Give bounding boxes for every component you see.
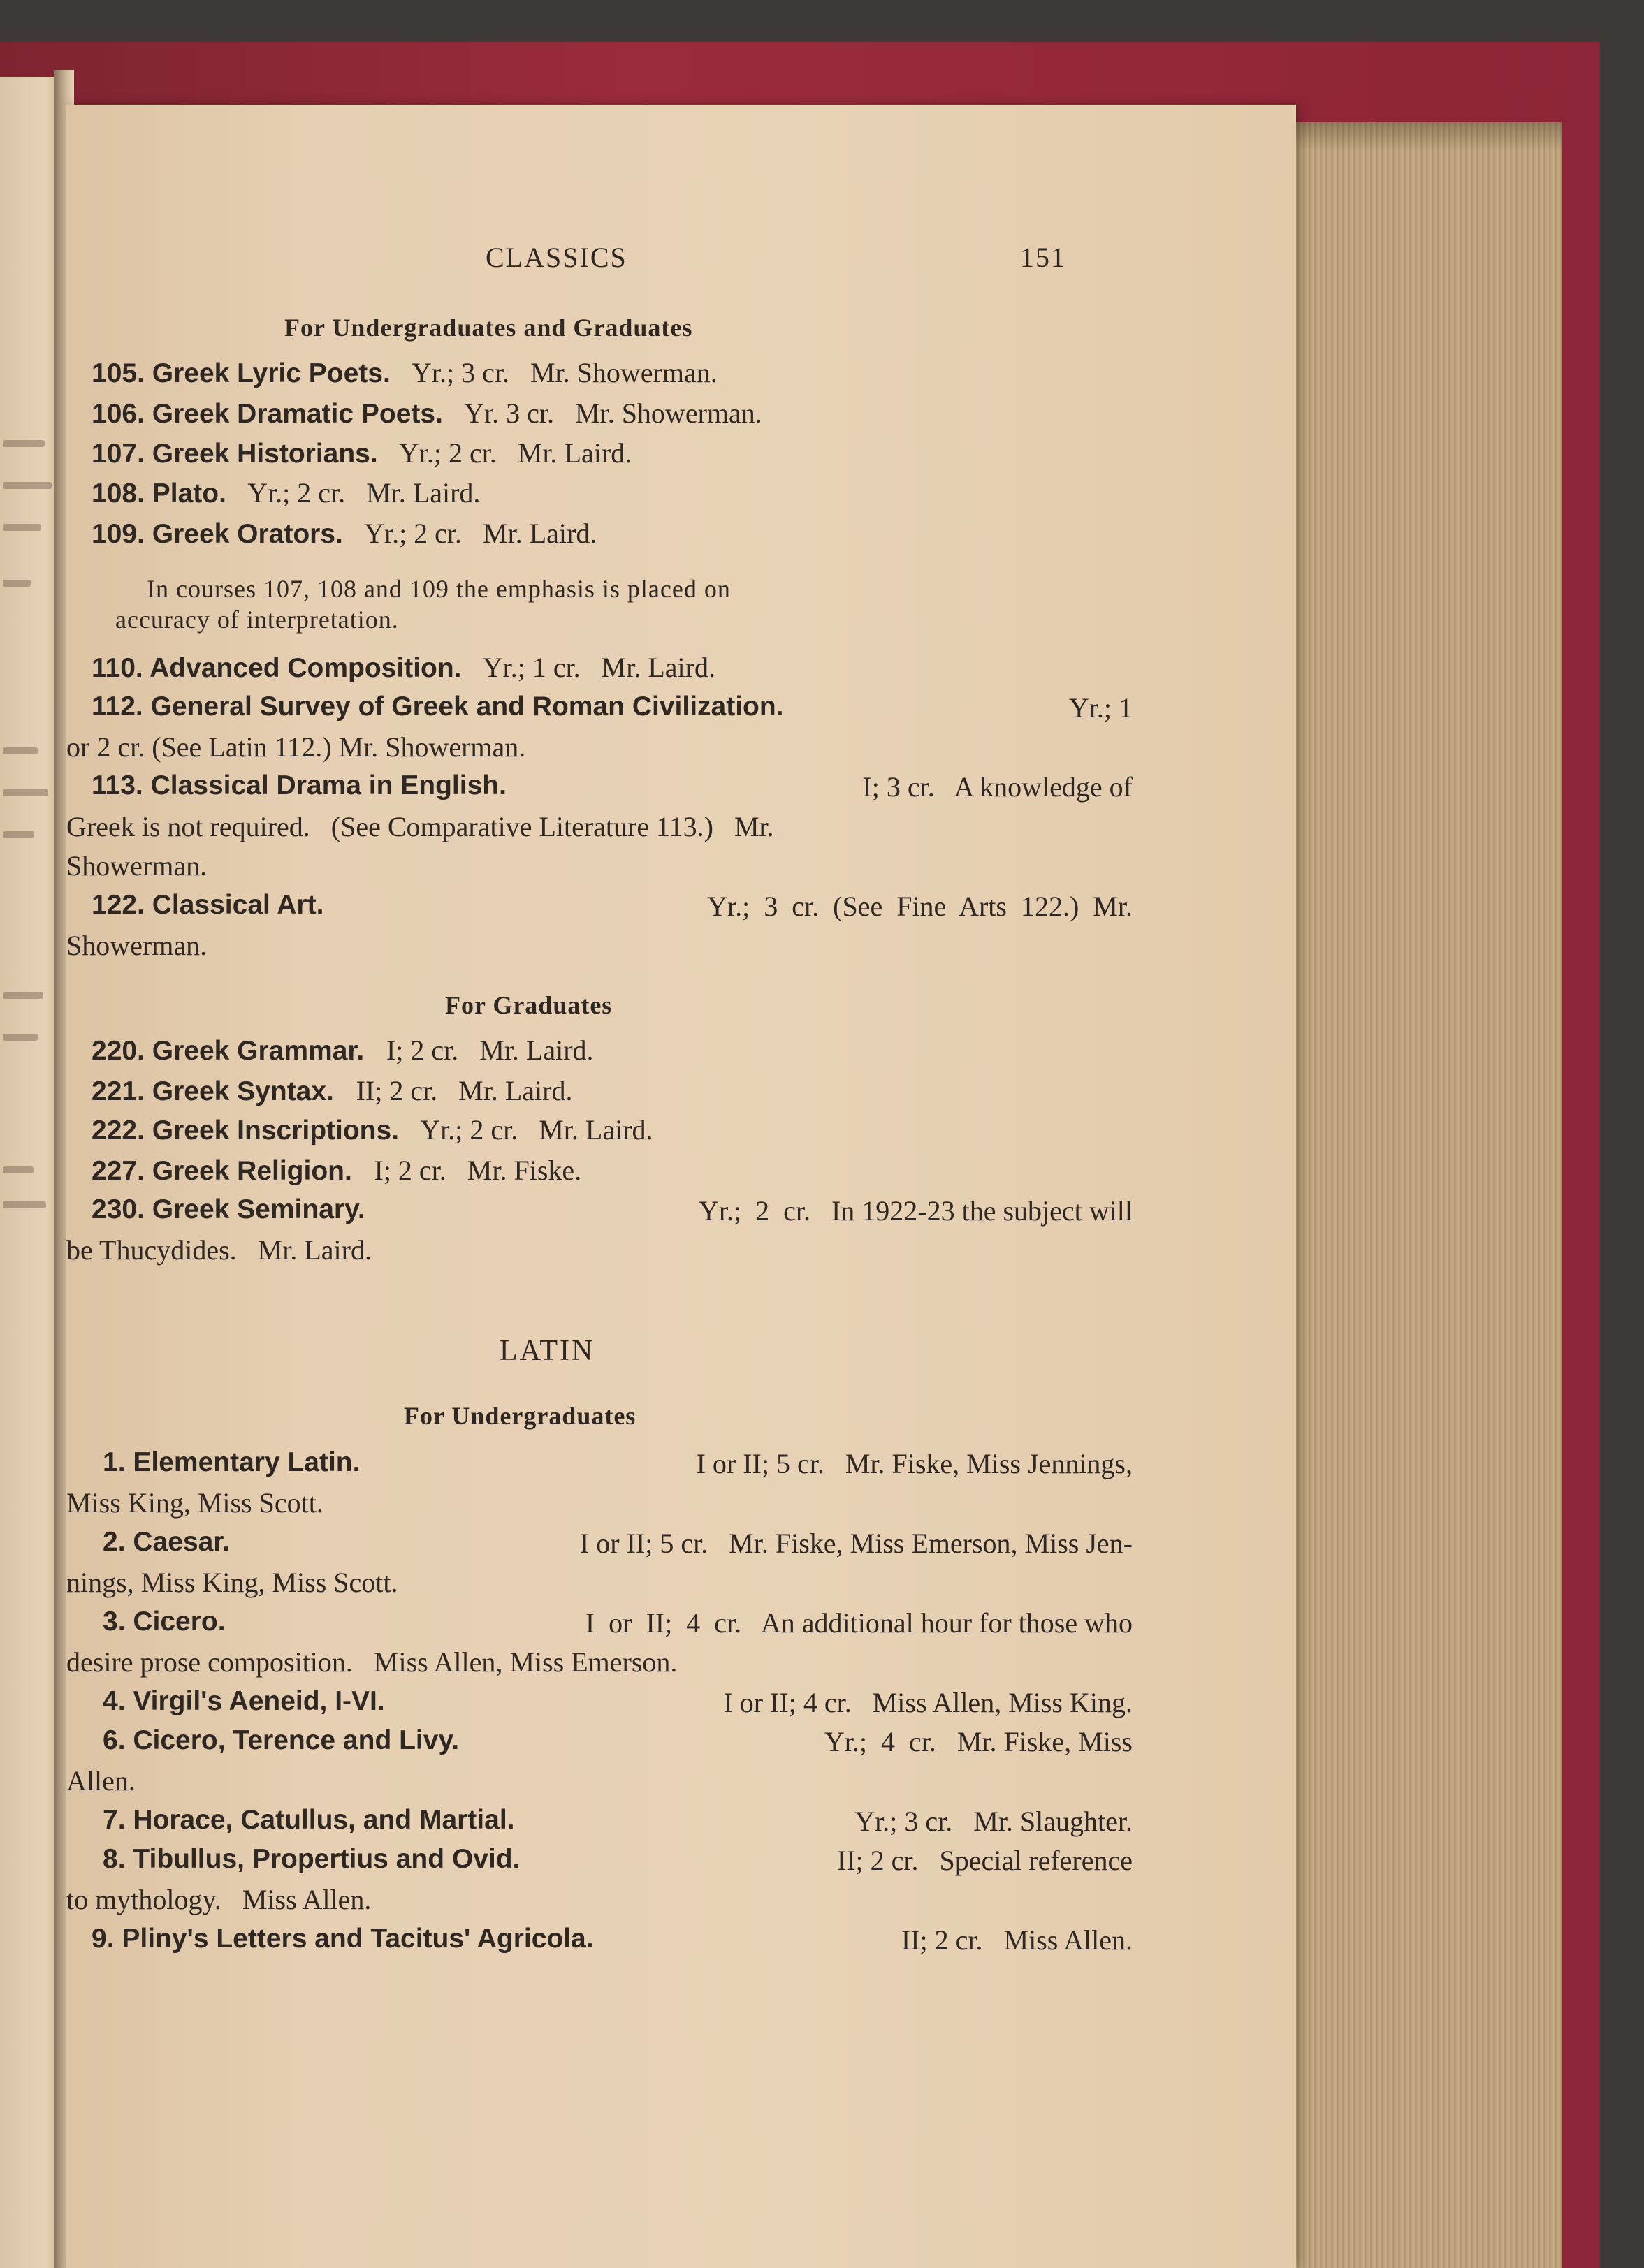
course-latin-2-continued: nings, Miss King, Miss Scott. bbox=[66, 1567, 398, 1598]
course-122-continued: Showerman. bbox=[66, 930, 208, 961]
course-latin-6 bbox=[103, 1725, 1133, 1758]
course-title: 9. Pliny's Letters and Tacitus' Agricola. bbox=[92, 1924, 594, 1954]
course-details: I; 2 cr. Mr. Fiske. bbox=[374, 1155, 582, 1186]
section-heading-undergrad-grad: For Undergraduates and Graduates bbox=[284, 314, 693, 342]
facing-page-text-fragment bbox=[3, 789, 48, 796]
course-220 bbox=[92, 1034, 594, 1067]
course-title: 112. General Survey of Greek and Roman Civilization. bbox=[92, 692, 784, 722]
course-latin-8 bbox=[103, 1844, 1133, 1877]
course-title: 106. Greek Dramatic Poets. bbox=[92, 399, 458, 429]
facing-page-text-fragment bbox=[3, 482, 52, 489]
course-title: 107. Greek Historians. bbox=[92, 439, 393, 469]
course-latin-3-continued: desire prose composition. Miss Allen, Miss Emerson. bbox=[66, 1646, 678, 1678]
course-latin-7 bbox=[103, 1805, 1133, 1838]
course-105 bbox=[92, 356, 718, 389]
course-details: I; 3 cr. A knowledge of bbox=[862, 771, 1133, 803]
latin-heading: LATIN bbox=[500, 1335, 595, 1367]
course-latin-1 bbox=[103, 1447, 1133, 1480]
course-title: 110. Advanced Composition. bbox=[92, 653, 477, 683]
course-106 bbox=[92, 397, 762, 430]
course-title: 220. Greek Grammar. bbox=[92, 1036, 379, 1066]
course-title: 6. Cicero, Terence and Livy. bbox=[103, 1725, 460, 1755]
course-details: Yr.; 2 cr. In 1922-23 the subject will bbox=[698, 1195, 1133, 1227]
facing-page-text-fragment bbox=[3, 992, 43, 999]
course-230 bbox=[92, 1194, 1133, 1227]
course-title: 230. Greek Seminary. bbox=[92, 1194, 365, 1224]
page-number: 151 bbox=[1020, 242, 1066, 273]
course-title: 222. Greek Inscriptions. bbox=[92, 1115, 414, 1146]
course-details: I or II; 4 cr. An additional hour for those who bbox=[585, 1607, 1133, 1639]
course-title: 8. Tibullus, Propertius and Ovid. bbox=[103, 1844, 521, 1874]
course-title: 108. Plato. bbox=[92, 478, 242, 509]
course-title: 105. Greek Lyric Poets. bbox=[92, 358, 406, 388]
page-edges-shadow bbox=[1289, 122, 1562, 150]
course-title: 4. Virgil's Aeneid, I-VI. bbox=[103, 1686, 385, 1716]
course-title: 221. Greek Syntax. bbox=[92, 1076, 349, 1106]
course-107 bbox=[92, 437, 632, 469]
course-227 bbox=[92, 1154, 581, 1187]
course-details: I or II; 5 cr. Mr. Fiske, Miss Emerson, Miss Jen- bbox=[579, 1528, 1133, 1559]
course-details: II; 2 cr. Miss Allen. bbox=[901, 1924, 1133, 1956]
course-details: I or II; 4 cr. Miss Allen, Miss King. bbox=[723, 1687, 1133, 1718]
course-112-continued: or 2 cr. (See Latin 112.) Mr. Showerman. bbox=[66, 731, 526, 763]
course-details: Yr. 3 cr. Mr. Showerman. bbox=[464, 397, 762, 429]
course-108 bbox=[92, 476, 480, 509]
course-222 bbox=[92, 1113, 653, 1146]
course-details: Yr.; 3 cr. Mr. Showerman. bbox=[412, 357, 718, 388]
running-header-title: CLASSICS bbox=[486, 242, 627, 273]
note-line-1: In courses 107, 108 and 109 the emphasis is placed on bbox=[147, 575, 731, 603]
course-details: II; 2 cr. Special reference bbox=[836, 1845, 1133, 1876]
facing-page-text-fragment bbox=[3, 1201, 46, 1208]
course-details: Yr.; 2 cr. Mr. Laird. bbox=[247, 477, 481, 509]
course-113 bbox=[92, 770, 1133, 803]
book-page bbox=[66, 105, 1296, 2268]
course-latin-1-continued: Miss King, Miss Scott. bbox=[66, 1487, 323, 1519]
course-details: Yr.; 2 cr. Mr. Laird. bbox=[420, 1114, 653, 1146]
course-latin-8-continued: to mythology. Miss Allen. bbox=[66, 1884, 372, 1915]
course-details: I or II; 5 cr. Mr. Fiske, Miss Jennings, bbox=[696, 1448, 1133, 1479]
course-title: 1. Elementary Latin. bbox=[103, 1447, 361, 1477]
course-details: I; 2 cr. Mr. Laird. bbox=[386, 1034, 594, 1066]
course-latin-4 bbox=[103, 1686, 1133, 1719]
course-details: Yr.; 1 bbox=[1068, 692, 1133, 724]
course-details: Yr.; 4 cr. Mr. Fiske, Miss bbox=[824, 1726, 1133, 1757]
course-latin-3 bbox=[103, 1607, 1133, 1639]
course-122 bbox=[92, 890, 1133, 923]
course-latin-6-continued: Allen. bbox=[66, 1765, 136, 1797]
course-title: 3. Cicero. bbox=[103, 1607, 226, 1637]
course-109 bbox=[92, 517, 597, 550]
course-title: 2. Caesar. bbox=[103, 1527, 231, 1557]
course-230-continued: be Thucydides. Mr. Laird. bbox=[66, 1234, 372, 1266]
course-details: Yr.; 1 cr. Mr. Laird. bbox=[482, 652, 715, 683]
course-112 bbox=[92, 692, 1133, 724]
facing-page-text-fragment bbox=[3, 1166, 34, 1173]
course-110 bbox=[92, 651, 715, 684]
course-title: 227. Greek Religion. bbox=[92, 1156, 368, 1186]
facing-page-text-fragment bbox=[3, 1034, 38, 1041]
note-line-2: accuracy of interpretation. bbox=[115, 606, 399, 634]
course-latin-9 bbox=[92, 1924, 1133, 1956]
course-title: 122. Classical Art. bbox=[92, 890, 324, 920]
course-details: Yr.; 3 cr. Mr. Slaughter. bbox=[854, 1806, 1133, 1837]
facing-page-text-fragment bbox=[3, 580, 31, 587]
course-title: 109. Greek Orators. bbox=[92, 519, 358, 549]
course-details: Yr.; 2 cr. Mr. Laird. bbox=[364, 518, 597, 549]
page-edges bbox=[1289, 122, 1562, 2268]
course-title: 113. Classical Drama in English. bbox=[92, 770, 507, 800]
course-details: II; 2 cr. Mr. Laird. bbox=[356, 1075, 573, 1106]
course-latin-2 bbox=[103, 1527, 1133, 1560]
course-details: Yr.; 2 cr. Mr. Laird. bbox=[398, 437, 632, 469]
facing-page-text-fragment bbox=[3, 524, 41, 531]
section-heading-graduates: For Graduates bbox=[445, 991, 613, 1019]
course-details: Yr.; 3 cr. (See Fine Arts 122.) Mr. bbox=[707, 891, 1133, 922]
section-heading-latin-undergrad: For Undergraduates bbox=[404, 1402, 636, 1430]
course-113-continued-2: Showerman. bbox=[66, 850, 208, 881]
facing-page-text-fragment bbox=[3, 831, 34, 838]
course-title: 7. Horace, Catullus, and Martial. bbox=[103, 1805, 515, 1835]
course-113-continued: Greek is not required. (See Comparative Literature 113.) Mr. bbox=[66, 811, 774, 842]
facing-page-text-fragment bbox=[3, 440, 45, 447]
course-221 bbox=[92, 1074, 572, 1107]
facing-page-text-fragment bbox=[3, 747, 38, 754]
